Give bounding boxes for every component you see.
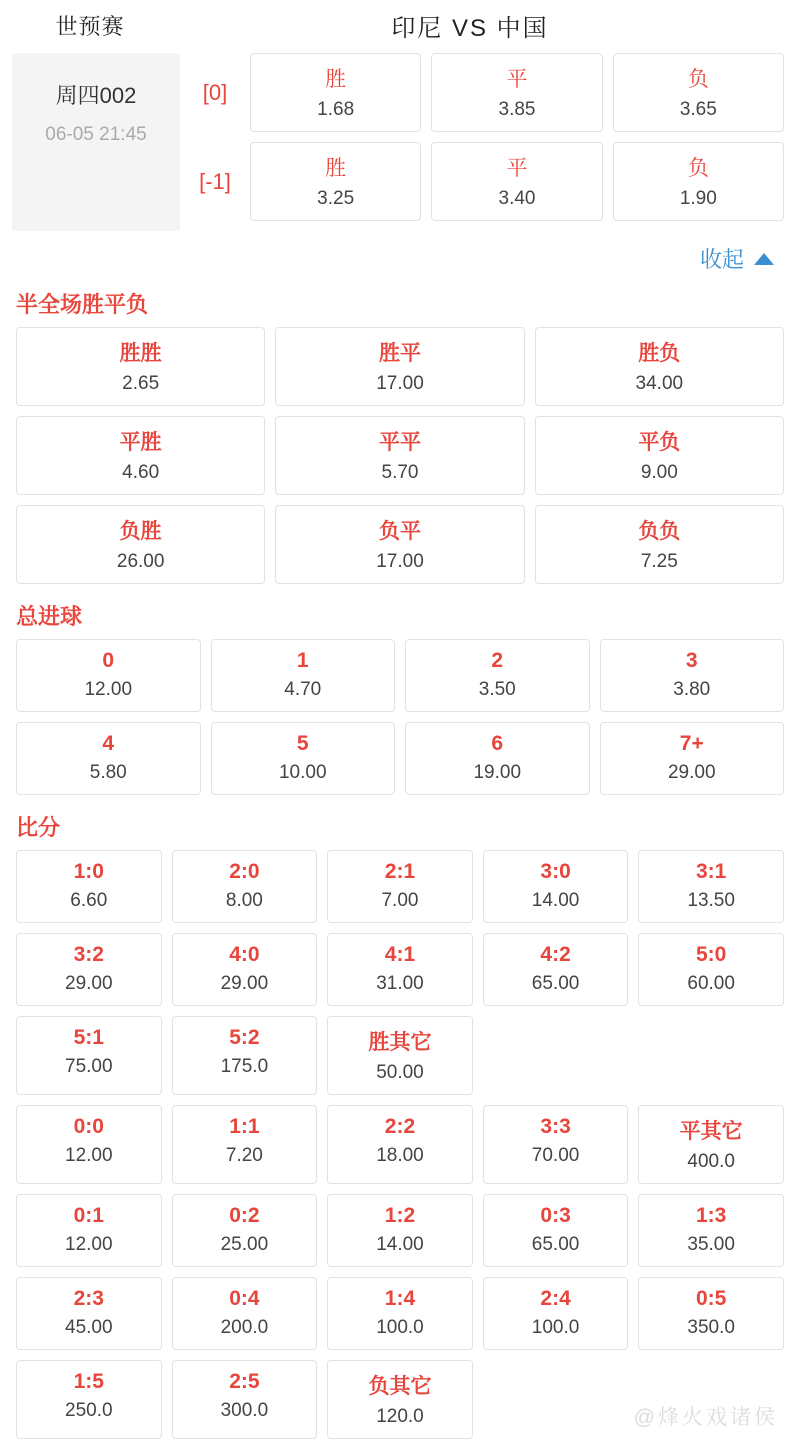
odds-cell-label: 7+ <box>679 732 704 755</box>
odds-cell[interactable] <box>327 1360 473 1439</box>
odds-cell-label: 0 <box>102 649 115 672</box>
odds-cell[interactable] <box>483 1105 629 1184</box>
odds-cell[interactable] <box>211 722 396 795</box>
odds-cell-value: 100.0 <box>376 1317 424 1338</box>
odds-cell-label: 4:2 <box>540 943 571 966</box>
section-grid <box>0 639 800 795</box>
odds-sections <box>0 278 800 1445</box>
odds-cell[interactable] <box>172 1277 318 1350</box>
odds-cell-label: 1 <box>296 649 309 672</box>
odds-cell-label: 3:0 <box>540 860 571 883</box>
match-id: 周四002 <box>55 83 137 108</box>
odds-cell[interactable] <box>600 639 785 712</box>
collapse-label[interactable]: 收起 <box>699 247 744 272</box>
match-time: 06-05 21:45 <box>45 124 147 145</box>
odds-cell-value: 29.00 <box>65 973 113 994</box>
odds-cell[interactable] <box>638 1105 784 1184</box>
odds-cell[interactable] <box>16 933 162 1006</box>
odds-cell-value: 250.0 <box>65 1400 113 1421</box>
grid-spacer <box>638 1016 784 1095</box>
odds-cell-label: 负 <box>687 157 709 180</box>
odds-cell[interactable] <box>613 142 784 221</box>
odds-cell-label: 5 <box>296 732 309 755</box>
odds-cell-label: 平平 <box>378 431 421 454</box>
odds-cell-value: 4.70 <box>284 679 322 700</box>
odds-cell-label: 胜 <box>325 68 347 91</box>
section-spacer <box>0 1439 800 1445</box>
odds-cell-value: 400.0 <box>687 1151 735 1172</box>
odds-cell[interactable] <box>172 1016 318 1095</box>
odds-cell-label: 0:0 <box>73 1115 104 1138</box>
odds-cell-label: 4 <box>102 732 115 755</box>
odds-cell-value: 3.50 <box>478 679 516 700</box>
odds-cell-value: 175.0 <box>220 1056 269 1077</box>
odds-cell[interactable] <box>327 850 473 923</box>
odds-cell[interactable] <box>16 1105 162 1184</box>
league-name: 世预赛 <box>55 14 125 39</box>
odds-cell-value: 65.00 <box>531 973 580 994</box>
odds-cell[interactable] <box>16 416 265 495</box>
odds-cell-value: 3.65 <box>679 99 717 120</box>
odds-cell-label: 1:4 <box>384 1287 416 1310</box>
odds-cell-value: 5.70 <box>381 462 419 483</box>
odds-cell[interactable] <box>638 1277 784 1350</box>
odds-cell-label: 0:4 <box>229 1287 260 1310</box>
odds-cell-label: 1:1 <box>229 1115 260 1138</box>
odds-cell-value: 12.00 <box>84 679 133 700</box>
odds-cell[interactable] <box>535 505 784 584</box>
watermark: @烽火戏诸侯 <box>633 1406 778 1429</box>
odds-cell-value: 200.0 <box>220 1317 269 1338</box>
odds-cell[interactable] <box>16 1360 162 1439</box>
odds-cell-value: 31.00 <box>376 973 424 994</box>
odds-cell[interactable] <box>638 850 784 923</box>
odds-cell[interactable] <box>16 1016 162 1095</box>
odds-cell[interactable] <box>483 933 629 1006</box>
odds-cell[interactable] <box>405 722 590 795</box>
odds-cell-value: 70.00 <box>531 1145 580 1166</box>
odds-cell-value: 3.85 <box>498 99 536 120</box>
odds-cell-value: 29.00 <box>667 762 716 783</box>
odds-cell[interactable] <box>327 933 473 1006</box>
odds-cell-label: 2:0 <box>229 860 260 883</box>
odds-line <box>180 53 784 132</box>
odds-cell[interactable] <box>172 933 318 1006</box>
page-header <box>0 0 800 53</box>
odds-cell-label: 胜负 <box>638 342 681 365</box>
odds-line <box>180 142 784 221</box>
odds-cell-value: 60.00 <box>687 973 735 994</box>
odds-cell-value: 26.00 <box>116 551 165 572</box>
match-info[interactable] <box>12 53 180 231</box>
odds-cell-label: 负负 <box>638 520 681 543</box>
odds-cell-value: 65.00 <box>531 1234 580 1255</box>
odds-cell-label: 4:0 <box>229 943 260 966</box>
odds-cell-value: 14.00 <box>531 890 580 911</box>
odds-cell[interactable] <box>600 722 785 795</box>
odds-cell-value: 3.80 <box>673 679 711 700</box>
odds-cell[interactable] <box>405 639 590 712</box>
collapse-row[interactable] <box>0 231 800 278</box>
odds-cell-value: 2.65 <box>122 373 160 394</box>
odds-cell[interactable] <box>638 1194 784 1267</box>
odds-cell-value: 35.00 <box>687 1234 735 1255</box>
odds-cell-value: 12.00 <box>65 1234 113 1255</box>
odds-cell-label: 3:3 <box>540 1115 571 1138</box>
odds-cell[interactable] <box>172 1194 318 1267</box>
odds-cell-value: 14.00 <box>376 1234 424 1255</box>
odds-cell-label: 胜平 <box>378 342 421 365</box>
odds-cell[interactable] <box>211 639 396 712</box>
odds-cell-label: 3 <box>685 649 698 672</box>
odds-cell-value: 34.00 <box>635 373 684 394</box>
grid-spacer <box>483 1016 629 1095</box>
handicap-label: [-1] <box>199 168 231 194</box>
odds-cell[interactable] <box>16 722 201 795</box>
match-teams: 印尼 VS 中国 <box>391 15 549 42</box>
odds-cell-value: 17.00 <box>376 551 424 572</box>
odds-cell[interactable] <box>483 1194 629 1267</box>
odds-cell-label: 2:3 <box>73 1287 104 1310</box>
odds-cell-label: 2 <box>491 649 504 672</box>
odds-cell-label: 平 <box>506 68 528 91</box>
odds-cell-label: 平 <box>506 157 528 180</box>
odds-cell-value: 13.50 <box>687 890 735 911</box>
odds-cell-value: 100.0 <box>531 1317 580 1338</box>
triangle-up-icon[interactable] <box>754 253 774 265</box>
odds-cell-label: 胜 <box>325 157 347 180</box>
odds-cell-value: 18.00 <box>376 1145 424 1166</box>
odds-cell-value: 6.60 <box>70 890 108 911</box>
odds-cell-value: 25.00 <box>220 1234 269 1255</box>
odds-cell[interactable] <box>327 1194 473 1267</box>
odds-cell[interactable] <box>275 505 524 584</box>
odds-cell[interactable] <box>327 1016 473 1095</box>
odds-cell-label: 平负 <box>638 431 681 454</box>
odds-cell-label: 负其它 <box>368 1375 432 1398</box>
section-grid <box>0 327 800 584</box>
odds-cell-value: 350.0 <box>687 1317 735 1338</box>
odds-cell-label: 2:2 <box>384 1115 416 1138</box>
odds-cell[interactable] <box>327 1105 473 1184</box>
odds-cell-value: 45.00 <box>65 1317 113 1338</box>
odds-cell-label: 2:1 <box>384 860 416 883</box>
odds-cell[interactable] <box>16 850 162 923</box>
odds-cell-label: 平胜 <box>119 431 162 454</box>
odds-cell-value: 9.00 <box>640 462 678 483</box>
odds-cell-label: 2:4 <box>540 1287 571 1310</box>
odds-cell-value: 1.90 <box>679 188 717 209</box>
odds-cell-label: 0:3 <box>540 1204 571 1227</box>
odds-cell-value: 7.00 <box>381 890 419 911</box>
odds-cell-label: 4:1 <box>384 943 416 966</box>
odds-cell-label: 负 <box>687 68 709 91</box>
odds-cell[interactable] <box>172 1360 318 1439</box>
odds-cell-label: 3:2 <box>73 943 104 966</box>
odds-cell[interactable] <box>431 142 602 221</box>
odds-cell-value: 3.25 <box>317 188 355 209</box>
odds-cell[interactable] <box>16 1194 162 1267</box>
odds-cell-label: 平其它 <box>679 1120 743 1143</box>
section-title: 比分 <box>16 815 61 840</box>
odds-cell-value: 29.00 <box>220 973 269 994</box>
grid-spacer <box>483 1360 629 1439</box>
odds-cell-group <box>250 53 784 132</box>
odds-cell-label: 负平 <box>378 520 421 543</box>
odds-cell-value: 7.20 <box>225 1145 263 1166</box>
odds-cell-value: 8.00 <box>225 890 263 911</box>
odds-cell[interactable] <box>275 327 524 406</box>
odds-cell-group <box>250 142 784 221</box>
main-odds-area <box>180 53 784 231</box>
odds-cell-value: 10.00 <box>278 762 327 783</box>
odds-cell-value: 17.00 <box>376 373 424 394</box>
odds-cell[interactable] <box>431 53 602 132</box>
section-grid <box>0 850 800 1439</box>
odds-cell[interactable] <box>16 327 265 406</box>
odds-cell-value: 12.00 <box>65 1145 113 1166</box>
odds-cell[interactable] <box>16 505 265 584</box>
odds-cell[interactable] <box>613 53 784 132</box>
odds-cell-label: 5:1 <box>73 1026 104 1049</box>
odds-cell[interactable] <box>172 850 318 923</box>
odds-cell-label: 胜其它 <box>368 1031 432 1054</box>
odds-cell-label: 0:1 <box>73 1204 104 1227</box>
odds-cell-label: 负胜 <box>119 520 162 543</box>
odds-cell-value: 75.00 <box>65 1056 113 1077</box>
odds-cell[interactable] <box>172 1105 318 1184</box>
odds-cell[interactable] <box>16 1277 162 1350</box>
odds-cell-label: 1:0 <box>73 860 104 883</box>
odds-cell-label: 1:3 <box>695 1204 727 1227</box>
handicap-label: [0] <box>202 79 228 105</box>
odds-cell-label: 0:2 <box>229 1204 260 1227</box>
section-title: 总进球 <box>16 604 83 629</box>
odds-cell[interactable] <box>250 142 421 221</box>
odds-cell[interactable] <box>535 416 784 495</box>
odds-cell-label: 1:5 <box>73 1370 104 1393</box>
odds-cell-value: 120.0 <box>376 1406 424 1427</box>
odds-cell-value: 4.60 <box>122 462 160 483</box>
odds-cell-value: 1.68 <box>317 99 355 120</box>
odds-cell-label: 胜胜 <box>119 342 162 365</box>
odds-cell[interactable] <box>638 933 784 1006</box>
odds-cell[interactable] <box>275 416 524 495</box>
odds-cell-label: 5:0 <box>695 943 727 966</box>
odds-cell-value: 19.00 <box>473 762 522 783</box>
odds-cell-label: 1:2 <box>384 1204 416 1227</box>
odds-cell-value: 5.80 <box>89 762 127 783</box>
odds-cell-label: 2:5 <box>229 1370 260 1393</box>
odds-cell[interactable] <box>483 1277 629 1350</box>
odds-cell[interactable] <box>327 1277 473 1350</box>
match-odds-row <box>0 53 800 231</box>
odds-cell-label: 3:1 <box>695 860 727 883</box>
odds-cell-label: 5:2 <box>229 1026 260 1049</box>
odds-cell-value: 50.00 <box>376 1062 424 1083</box>
odds-cell-label: 6 <box>491 732 504 755</box>
odds-cell-value: 3.40 <box>498 188 536 209</box>
odds-cell-value: 7.25 <box>640 551 678 572</box>
odds-cell[interactable] <box>535 327 784 406</box>
odds-cell-label: 0:5 <box>695 1287 727 1310</box>
odds-cell[interactable] <box>16 639 201 712</box>
odds-cell-value: 300.0 <box>220 1400 269 1421</box>
odds-cell[interactable] <box>250 53 421 132</box>
section-title: 半全场胜平负 <box>16 292 149 317</box>
odds-cell[interactable] <box>483 850 629 923</box>
